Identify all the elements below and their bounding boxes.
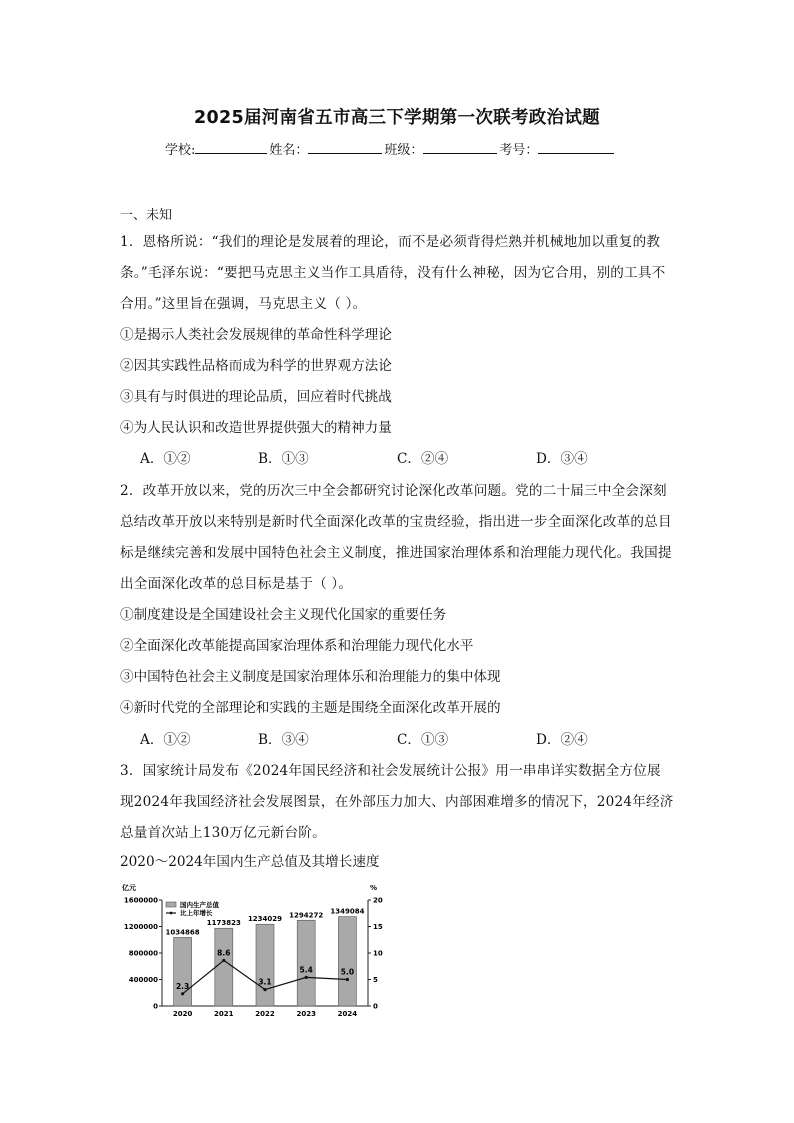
q2-choice-a[interactable]: A．①② (140, 732, 191, 748)
y-left-tick-label: 1200000 (123, 923, 158, 931)
q1-stem-line: 合用。”这里旨在强调，马克思主义（ ）。 (120, 296, 367, 312)
y-left-tick-label: 0 (153, 1002, 158, 1011)
section-heading: 一、未知 (120, 208, 173, 223)
gdp-bar (174, 937, 192, 1006)
q3-stem-line: 3．国家统计局发布《2024年国民经济和社会发展统计公报》用一串串详实数据全方位展 (120, 763, 661, 779)
legend-bar-label: 国内生产总值 (180, 901, 219, 909)
q2-option: ②全面深化改革能提高国家治理体系和治理能力现代化水平 (120, 638, 474, 654)
growth-label: 2.3 (175, 981, 190, 991)
legend-bar-swatch (166, 902, 176, 907)
gdp-bar-label: 1234029 (247, 915, 283, 924)
q2-choice-c[interactable]: C．①③ (397, 732, 449, 748)
q1-stem-line: 1．恩格所说：“我们的理论是发展着的理论，而不是必须背得烂熟并机械地加以重复的教 (120, 234, 661, 250)
q1-choice-a[interactable]: A．①② (140, 451, 191, 467)
q1-option: ①是揭示人类社会发展规律的革命性科学理论 (120, 327, 392, 343)
q2-stem-line: 2．改革开放以来，党的历次三中全会都研究讨论深化改革问题。党的二十届三中全会深刻 (120, 483, 667, 499)
growth-label: 8.6 (217, 948, 231, 958)
q2-option: ③中国特色社会主义制度是国家治理体乐和治理能力的集中体现 (120, 669, 501, 685)
exam-title: 2025届河南省五市高三下学期第一次联考政治试题 (194, 108, 600, 128)
class-field[interactable] (423, 140, 497, 154)
school-field[interactable] (195, 140, 267, 154)
q1-option: ③具有与时俱进的理论品质，回应着时代挑战 (120, 389, 392, 405)
q1-option: ④为人民认识和改造世界提供强大的精神力量 (120, 420, 392, 436)
y-right-tick-label: 20 (373, 896, 383, 905)
gdp-bar (256, 924, 274, 1006)
legend-line-marker (170, 912, 173, 915)
growth-point (305, 976, 308, 979)
gdp-bar (297, 920, 315, 1006)
y-left-unit: 亿元 (122, 884, 136, 892)
y-right-unit: % (370, 884, 378, 892)
gdp-bar-label: 1349084 (330, 907, 365, 916)
x-tick-label: 2020 (172, 1010, 193, 1018)
name-label: 姓名： (269, 143, 309, 158)
growth-point (222, 959, 225, 962)
chart-caption: 2020～2024年国内生产总值及其增长速度 (120, 854, 380, 870)
y-right-tick-label: 10 (373, 949, 383, 958)
q2-stem-line: 出全面深化改革的总目标是基于（ ）。 (120, 576, 353, 592)
q1-choice-c[interactable]: C．②④ (397, 451, 449, 467)
y-right-tick-label: 0 (373, 1002, 378, 1011)
exam-number-label: 考号： (499, 143, 539, 158)
gdp-bar (338, 917, 356, 1006)
q3-stem-line: 现2024年我国经济社会发展图景，在外部压力加大、内部困难增多的情况下，2024年经济 (120, 794, 674, 810)
x-tick-label: 2023 (296, 1010, 316, 1018)
growth-label: 3.1 (258, 977, 272, 987)
x-tick-label: 2024 (337, 1010, 358, 1018)
gdp-chart-svg (120, 876, 390, 1026)
q2-option: ①制度建设是全国建设社会主义现代化国家的重要任务 (120, 607, 447, 623)
x-tick-label: 2022 (255, 1010, 275, 1018)
student-info-row (165, 139, 616, 158)
y-left-tick-label: 400000 (128, 976, 158, 984)
q2-option: ④新时代党的全部理论和实践的主题是围绕全面深化改革开展的 (120, 700, 501, 716)
q1-choice-b[interactable]: B．①③ (258, 451, 309, 467)
gdp-chart (120, 876, 390, 1026)
class-label: 班级： (384, 143, 424, 158)
q2-stem-line: 总结改革开放以来特别是新时代全面深化改革的宝贵经验，指出进一步全面深化改革的总目 (120, 514, 672, 530)
q1-stem-line: 条。”毛泽东说：“要把马克思主义当作工具盾待，没有什么神秘，因为它合用，别的工具不 (120, 265, 666, 281)
legend-line-label: 比上年增长 (180, 909, 213, 917)
growth-label: 5.0 (340, 967, 355, 977)
q2-stem-line: 标是继续完善和发展中国特色社会主义制度，推进国家治理体系和治理能力现代化。我国提 (120, 545, 672, 561)
q2-choice-b[interactable]: B．③④ (258, 732, 309, 748)
x-tick-label: 2021 (214, 1010, 234, 1018)
q1-choice-d[interactable]: D．③④ (536, 451, 588, 467)
q2-choice-d[interactable]: D．②④ (536, 732, 588, 748)
y-left-tick-label: 800000 (128, 949, 158, 958)
q1-option: ②因其实践性品格而成为科学的世界观方法论 (120, 358, 392, 374)
growth-point (181, 992, 184, 995)
growth-point (346, 978, 349, 981)
y-right-tick-label: 5 (373, 976, 378, 984)
growth-label: 5.4 (299, 965, 313, 975)
gdp-bar (215, 928, 233, 1006)
school-label: 学校: (165, 143, 196, 158)
y-left-tick-label: 1600000 (123, 896, 158, 905)
y-right-tick-label: 15 (373, 923, 383, 931)
gdp-bar-label: 1034868 (165, 928, 200, 937)
exam-number-field[interactable] (538, 140, 614, 154)
growth-point (263, 988, 266, 991)
gdp-bar-label: 1294272 (289, 911, 324, 920)
q3-stem-line: 总量首次站上130万亿元新台阶。 (120, 825, 326, 841)
gdp-bar-label: 1173823 (206, 919, 241, 928)
name-field[interactable] (308, 140, 382, 154)
